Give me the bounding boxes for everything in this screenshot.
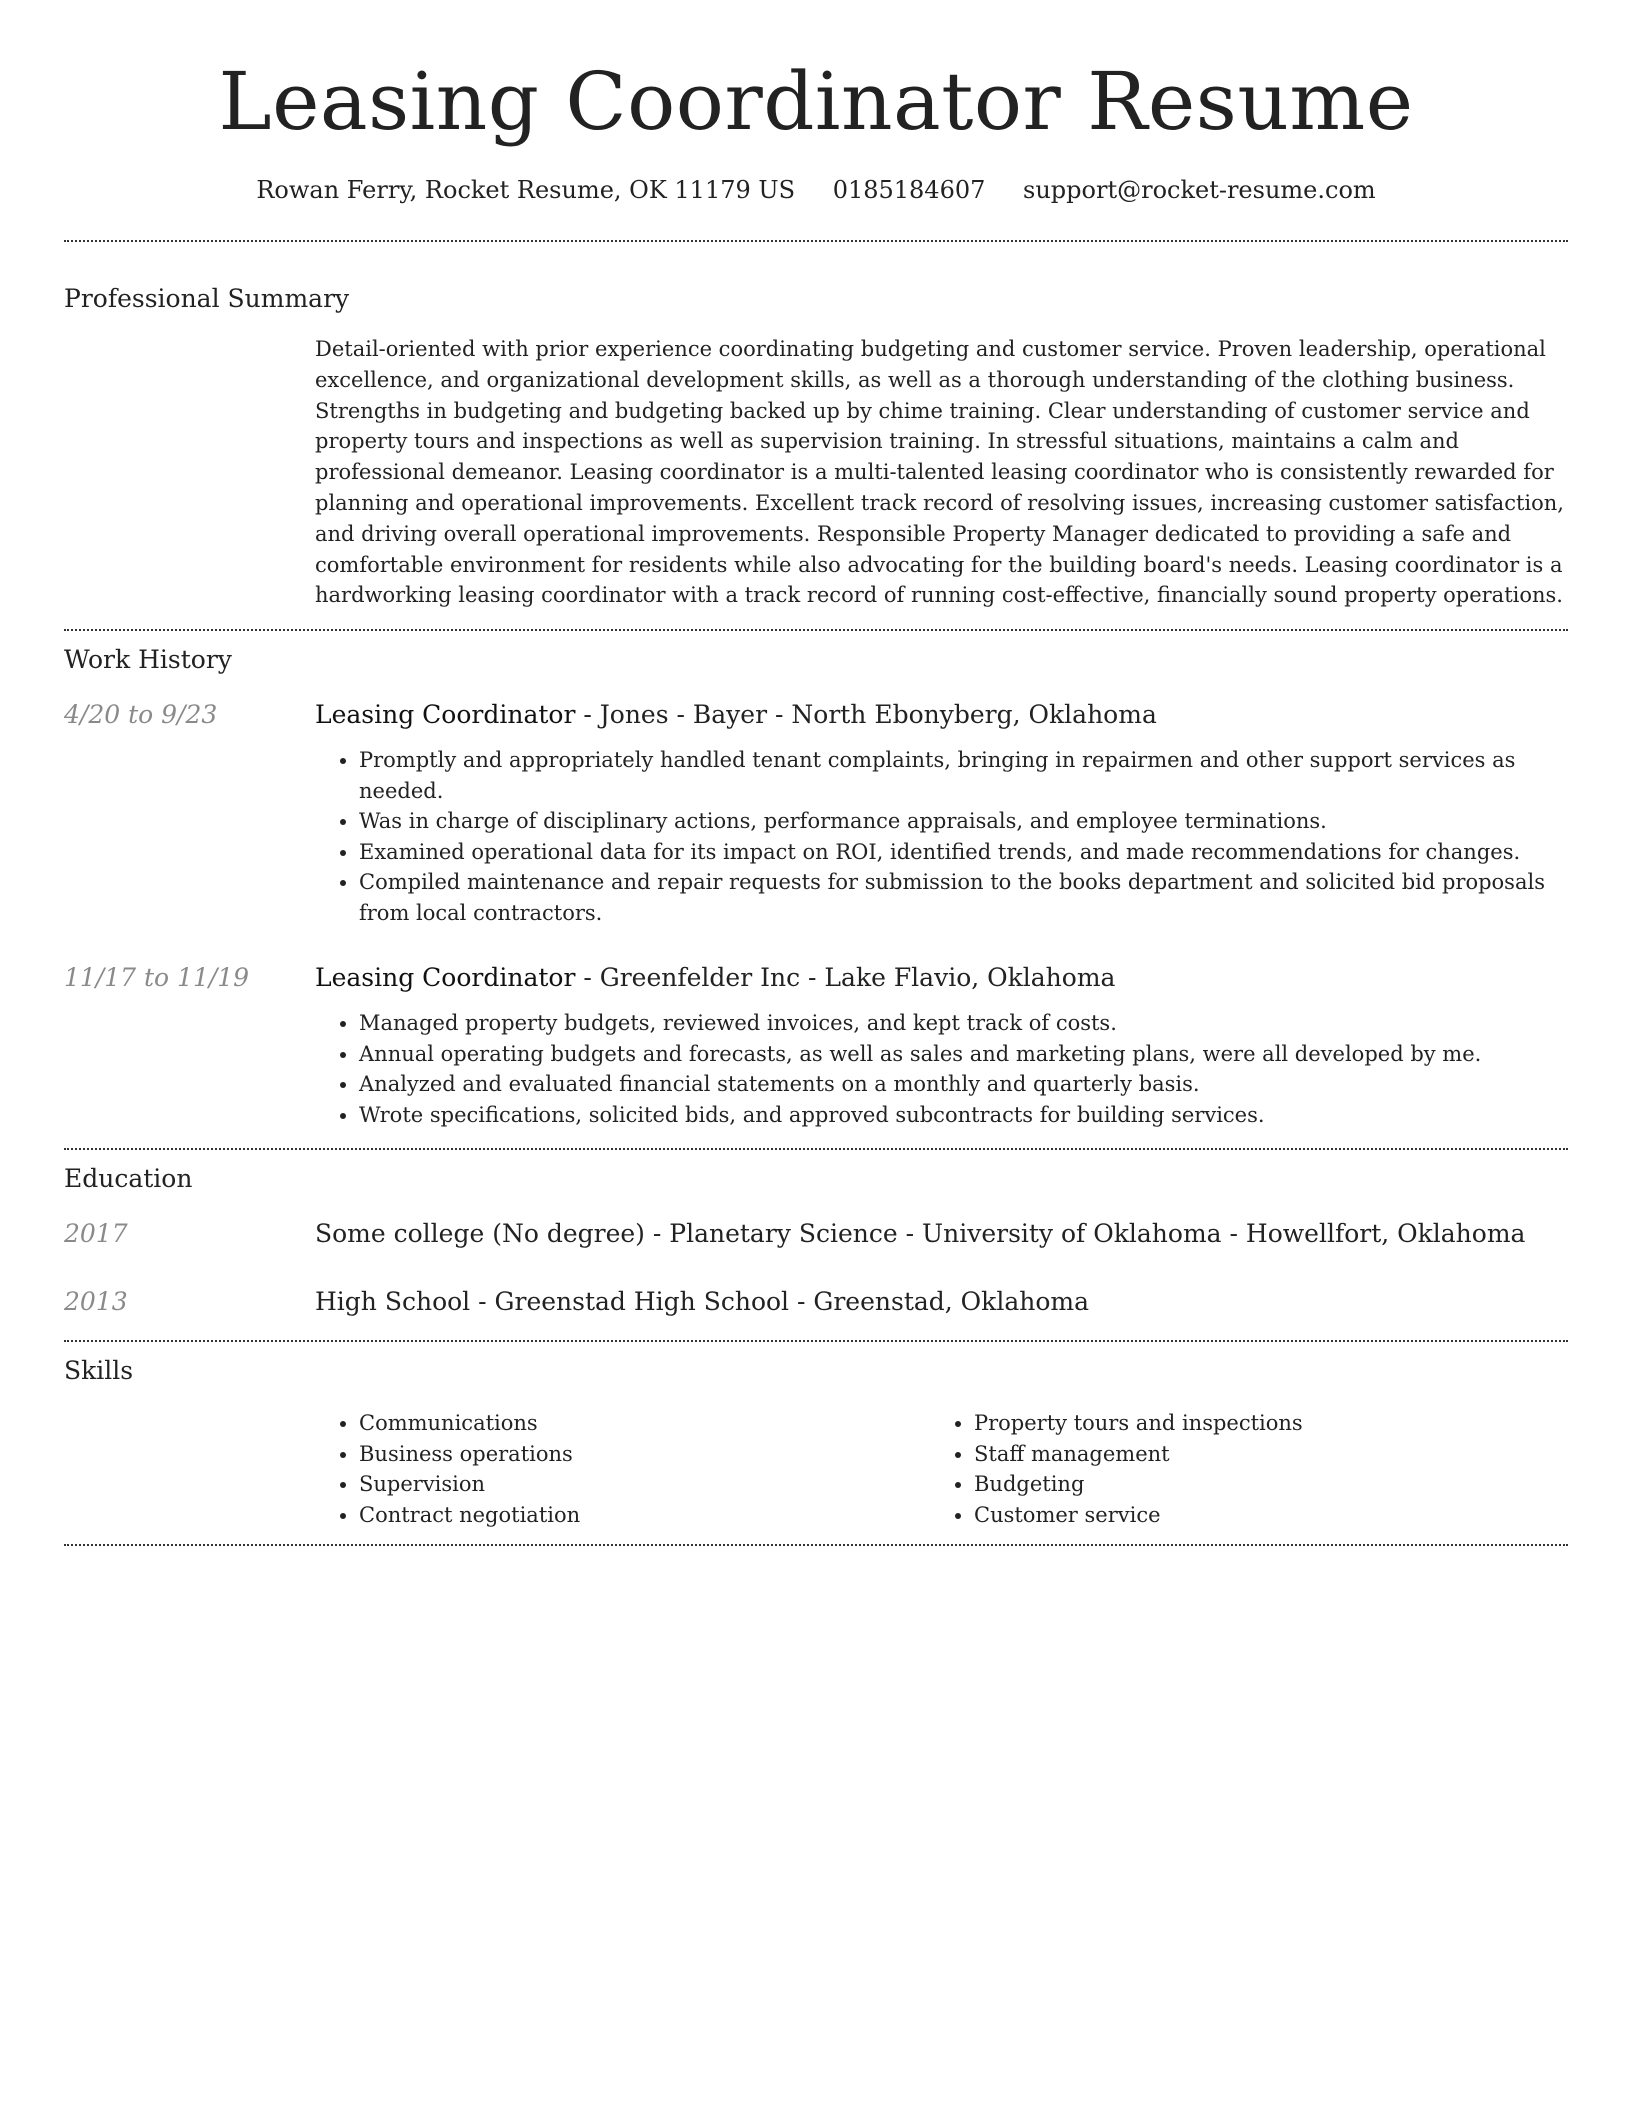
job-entry [64, 697, 1568, 928]
skill-item: • Staff management [974, 1439, 1545, 1470]
job-bullet: • Was in charge of disciplinary actions, performance appraisals, and employee terminations. [359, 806, 1568, 837]
skill-item: • Budgeting [974, 1469, 1545, 1500]
divider [64, 1148, 1568, 1150]
job-bullet: • Compiled maintenance and repair requests for submission to the books department and solicited bid proposals from local contractors. [359, 867, 1568, 928]
skills-grid [315, 1408, 1568, 1530]
work-history-section [64, 643, 1568, 1130]
contact-address: Rowan Ferry, Rocket Resume, OK 11179 US [256, 176, 796, 204]
job-content [315, 697, 1568, 928]
divider [64, 240, 1568, 242]
education-heading-line [315, 1216, 1568, 1252]
job-title: Leasing Coordinator [315, 700, 576, 730]
education-details: - Greenstad High School - Greenstad, Oklahoma [470, 1287, 1089, 1317]
job-bullet: • Promptly and appropriately handled tenant complaints, bringing in repairmen and other support services as needed. [359, 745, 1568, 806]
skill-item: • Supervision [359, 1469, 930, 1500]
summary-section [64, 282, 1568, 611]
skill-item: • Communications [359, 1408, 930, 1439]
summary-text: Detail-oriented with prior experience coordinating budgeting and customer service. Proven leadership, operational excellence, and organizational development skills, as well as a thorough understanding of the clothing business. Strengths in budgeting and budgeting backed up by chime training. Clear understanding of customer service and property tours and inspections as well as supervision training. In stressful situations, maintains a calm and professional demeanor. Leasing coordinator is a multi-talented leasing coordinator who is consistently rewarded for planning and operational improvements. Excellent track record of resolving issues, increasing customer satisfaction, and driving overall operational improvements. Responsible Property Manager dedicated to providing a safe and comfortable environment for residents while also advocating for the building board's needs. Leasing coordinator is a hardworking leasing coordinator with a track record of running cost-effective, financially sound property operations. [315, 337, 1564, 608]
contact-email[interactable]: support@rocket-resume.com [1023, 176, 1376, 204]
job-heading [315, 960, 1568, 996]
education-heading: Education [64, 1164, 193, 1194]
contact-line [64, 172, 1568, 208]
job-bullet: • Wrote specifications, solicited bids, and approved subcontracts for building services. [359, 1100, 1568, 1131]
job-dates: 11/17 to 11/19 [64, 963, 250, 993]
education-section [64, 1162, 1568, 1320]
divider [64, 1340, 1568, 1342]
contact-phone: 0185184607 [832, 176, 986, 204]
job-entry [64, 960, 1568, 1130]
divider [64, 1544, 1568, 1546]
education-degree: High School [315, 1287, 471, 1317]
job-title: Leasing Coordinator [315, 963, 576, 993]
job-bullets [315, 1008, 1568, 1130]
skills-section [64, 1354, 1568, 1530]
skills-column-right [930, 1408, 1545, 1530]
job-details: - Greenfelder Inc - Lake Flavio, Oklahoma [575, 963, 1116, 993]
skills-heading: Skills [64, 1356, 134, 1386]
job-details: - Jones - Bayer - North Ebonyberg, Oklahoma [575, 700, 1157, 730]
skill-item: • Business operations [359, 1439, 930, 1470]
skill-item: • Customer service [974, 1500, 1545, 1531]
education-year: 2013 [64, 1287, 128, 1317]
education-details: - University of Oklahoma - Howellfort, Oklahoma [897, 1219, 1526, 1249]
job-heading [315, 697, 1568, 733]
job-bullets [315, 745, 1568, 928]
job-dates: 4/20 to 9/23 [64, 700, 218, 730]
skill-item: • Property tours and inspections [974, 1408, 1545, 1439]
job-bullet: • Analyzed and evaluated financial statements on a monthly and quarterly basis. [359, 1069, 1568, 1100]
skill-item: • Contract negotiation [359, 1500, 930, 1531]
job-bullet: • Annual operating budgets and forecasts, as well as sales and marketing plans, were all developed by me. [359, 1039, 1568, 1070]
education-entry [64, 1216, 1568, 1252]
summary-heading: Professional Summary [64, 284, 350, 313]
job-content [315, 960, 1568, 1130]
skills-column-left [315, 1408, 930, 1530]
divider [64, 629, 1568, 631]
education-heading-line [315, 1284, 1568, 1320]
education-degree: Some college (No degree) - Planetary Science [315, 1219, 898, 1249]
work-history-heading: Work History [64, 645, 232, 675]
resume-title: Leasing Coordinator Resume [218, 55, 1414, 148]
job-bullet: • Managed property budgets, reviewed invoices, and kept track of costs. [359, 1008, 1568, 1039]
education-year: 2017 [64, 1219, 128, 1249]
job-bullet: • Examined operational data for its impact on ROI, identified trends, and made recommendations for changes. [359, 837, 1568, 868]
education-entry [64, 1284, 1568, 1320]
